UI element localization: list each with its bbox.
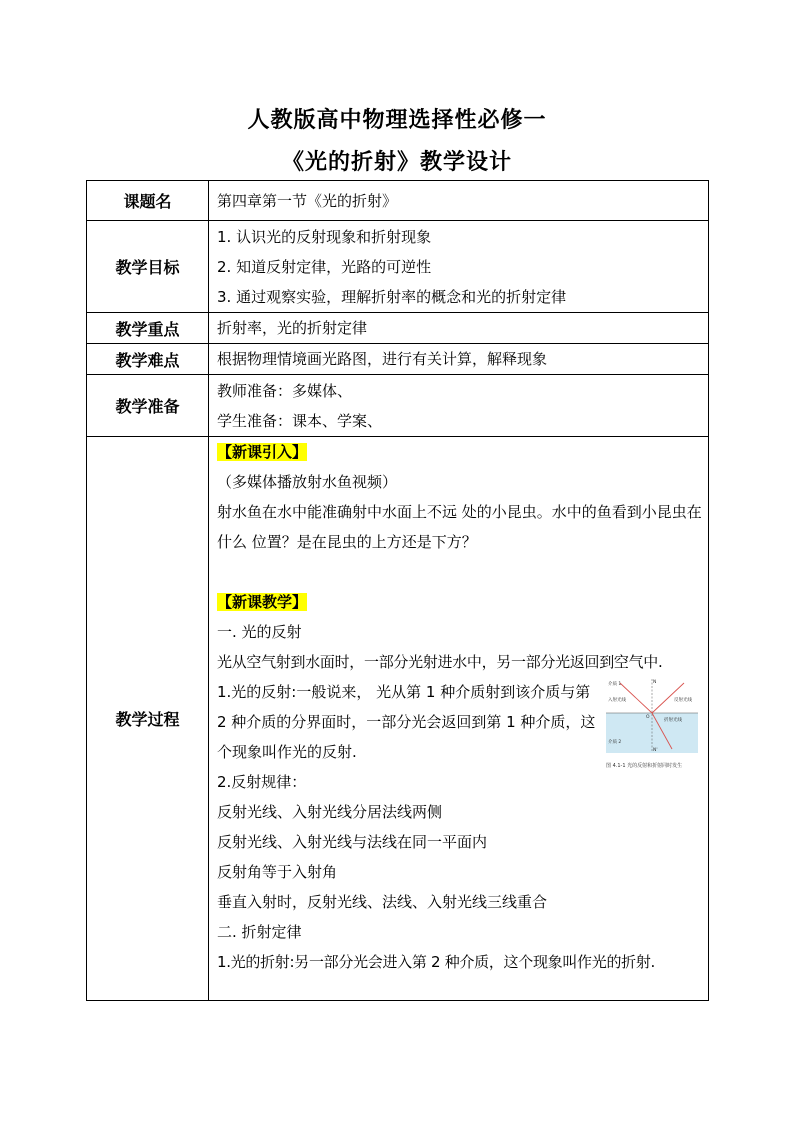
intro-note: （多媒体播放射水鱼视频） xyxy=(217,473,398,491)
document-subtitle: 《光的折射》教学设计 xyxy=(281,149,512,175)
process-cell xyxy=(209,437,709,1001)
origin-label: O xyxy=(646,715,650,720)
section2-title: 二. 折射定律 xyxy=(217,923,302,941)
medium1-label: 介质 1 xyxy=(608,682,622,687)
table-row xyxy=(87,344,709,375)
goals-label: 教学目标 xyxy=(87,221,209,313)
section1-intro: 光从空气射到水面时，一部分光射进水中，另一部分光返回到空气中. xyxy=(217,653,663,671)
key-points-label: 教学重点 xyxy=(87,313,209,344)
goal-item: 3. 通过观察实验，理解折射率的概念和光的折射定律 xyxy=(217,287,567,306)
goals-cell xyxy=(209,221,709,313)
refracted-label: 折射光线 xyxy=(664,718,682,723)
goal-item: 2. 知道反射定律，光路的可逆性 xyxy=(217,257,432,276)
normal-top-label: N xyxy=(653,680,657,685)
light-path-diagram xyxy=(606,677,698,753)
normal-bottom-label: N' xyxy=(653,748,658,753)
student-preparation: 学生准备：课本、学案、 xyxy=(217,411,383,430)
reflection-definition: 1.光的反射:一般说来， 光从第 1 种介质射到该介质与第 2 种介质的分界面时，一部分光会返回到第 1 种介质，这个现象叫作光的反射. xyxy=(217,683,596,761)
lesson-plan-table xyxy=(86,180,709,1001)
table-row xyxy=(87,221,709,313)
law-item: 反射光线、入射光线与法线在同一平面内 xyxy=(217,833,488,851)
table-row xyxy=(87,313,709,344)
difficulties-value: 根据物理情境画光路图，进行有关计算，解释现象 xyxy=(209,344,709,375)
intro-text: 射水鱼在水中能准确射中水面上不远 处的小昆虫。水中的鱼看到小昆虫在什么 位置？是在昆虫的上方还是下方？ xyxy=(217,503,702,551)
table-row xyxy=(87,181,709,221)
topic-value: 第四章第一节《光的折射》 xyxy=(209,181,709,221)
law-item: 垂直入射时，反射光线、法线、入射光线三线重合 xyxy=(217,893,548,911)
refraction-definition: 1.光的折射:另一部分光会进入第 2 种介质，这个现象叫作光的折射. xyxy=(217,953,656,971)
topic-label: 课题名 xyxy=(87,181,209,221)
law-item: 反射光线、入射光线分居法线两侧 xyxy=(217,803,443,821)
preparation-cell xyxy=(209,375,709,437)
teaching-heading: 【新课教学】 xyxy=(217,593,308,611)
goal-item: 1. 认识光的反射现象和折射现象 xyxy=(217,227,432,246)
difficulties-label: 教学难点 xyxy=(87,344,209,375)
figure-caption: 图 4.1-1 光的反射和折射同时发生 xyxy=(606,763,683,769)
teacher-preparation: 教师准备：多媒体、 xyxy=(217,381,353,400)
intro-heading: 【新课引入】 xyxy=(217,443,308,461)
law-title: 2.反射规律： xyxy=(217,773,307,791)
reflected-label: 反射光线 xyxy=(674,698,692,703)
medium2-label: 介质 2 xyxy=(608,740,622,745)
reflection-refraction-figure xyxy=(606,677,698,769)
law-item: 反射角等于入射角 xyxy=(217,863,338,881)
preparation-label: 教学准备 xyxy=(87,375,209,437)
table-row xyxy=(87,375,709,437)
section1-title: 一. 光的反射 xyxy=(217,623,302,641)
table-row xyxy=(87,437,709,1001)
key-points-value: 折射率，光的折射定律 xyxy=(209,313,709,344)
process-label: 教学过程 xyxy=(87,437,209,1001)
incident-label: 入射光线 xyxy=(608,698,626,703)
document-title: 人教版高中物理选择性必修一 xyxy=(247,107,547,133)
